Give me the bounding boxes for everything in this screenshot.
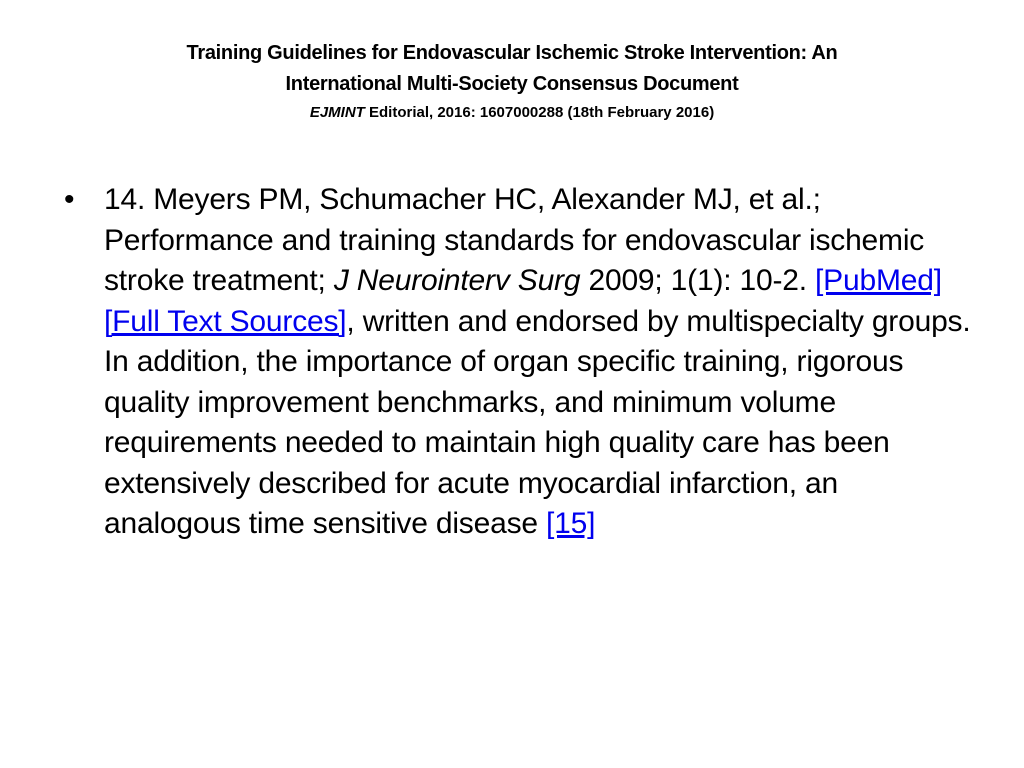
reference-text-1: 14. Meyers PM, Schumacher HC, Alexander MJ, et al.; Performance and training standards for endovascular ischemic stroke treatment; [104,183,925,297]
reference-text-3: , written and endorsed by multispecialty groups. In addition, the importance of organ specific training, rigorous quality improvement benchmarks, and minimum volume requirements needed to maintain high quality care has been extensively described for acute myocardial infarction, an analogous time sensitive disease [104,304,971,540]
slide-header [60,38,964,124]
slide-body [60,180,980,545]
bullet-icon: • [64,183,75,216]
full-text-sources-link[interactable]: [Full Text Sources] [104,304,347,338]
reference-15-link[interactable]: [15] [546,507,596,540]
reference-text-2: 2009; 1(1): 10-2. [580,264,816,297]
title-line-1: Training Guidelines for Endovascular Ischemic Stroke Intervention: An [186,42,838,64]
title-line-2: International Multi-Society Consensus Document [285,73,739,95]
pubmed-link[interactable]: [PubMed] [815,264,942,297]
journal-name: EJMINT [309,104,365,121]
bullet-item [60,180,980,545]
reference-journal: J Neurointerv Surg [333,264,581,297]
bullet-text [104,180,980,545]
citation-line [60,102,964,124]
citation-details: Editorial, 2016: 1607000288 (18th February 2016) [364,104,715,121]
